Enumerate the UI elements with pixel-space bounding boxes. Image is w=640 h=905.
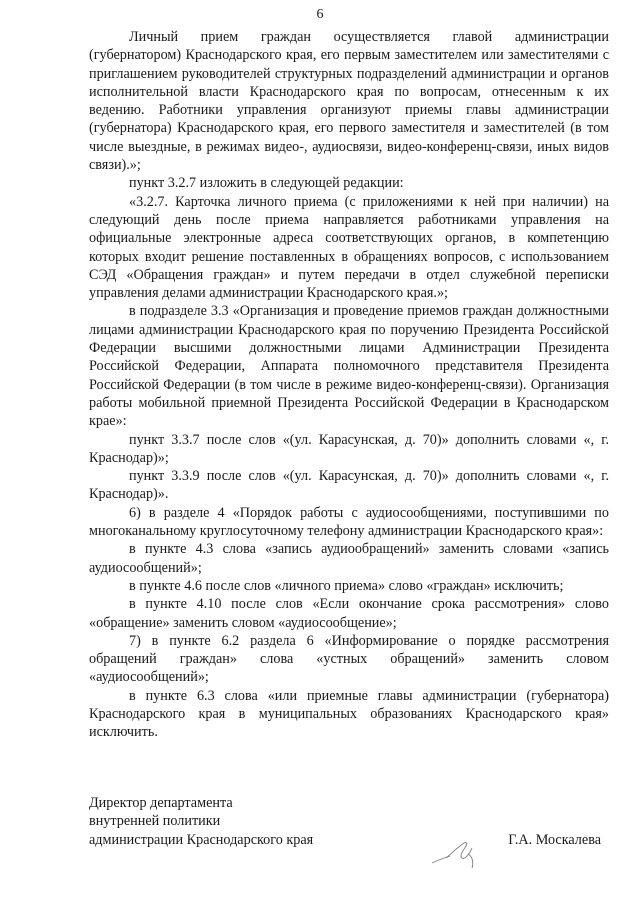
paragraph-item-3-2-7-intro: пункт 3.2.7 изложить в следующей редакции: [129, 175, 404, 192]
paragraph-item-4-3: в пункте 4.3 слова «запись аудиообращений» заменить словами «запись аудиосообщений»; [89, 541, 609, 576]
paragraph-section-4: 6) в разделе 4 «Порядок работы с аудиосообщениями, поступившими по многоканальному круглосуточному телефону администрации Краснодарского края»: [89, 504, 609, 540]
signature-block [89, 794, 609, 849]
handwritten-signature [428, 836, 488, 870]
paragraph-item-6-2: 7) в пункте 6.2 раздела 6 «Информирование о порядке рассмотрения обращений граждан» слова «устных обращений» заменить словом «аудиосообщений»; [89, 632, 609, 686]
paragraph-item-6-3: в пункте 6.3 слова «или приемные главы администрации (губернатора) Краснодарского края в муниципальных образованиях Краснодарского края» исключить. [89, 687, 609, 741]
paragraph-item-3-3-9: пункт 3.3.9 после слов «(ул. Карасунская, д. 70)» дополнить словами «, г. Краснодар)». [89, 468, 609, 503]
signatory-title-line-3: администрации Краснодарского края [89, 831, 314, 848]
paragraph-item-3-3-7: пункт 3.3.7 после слов «(ул. Карасунская, д. 70)» дополнить словами «, г. Краснодар)»; [89, 431, 609, 466]
document-body [89, 28, 609, 742]
paragraph-item-4-6: в пункте 4.6 после слов «личного приема» слово «граждан» исключить; [129, 577, 564, 594]
signatory-title-line-2: внутренней политики [89, 813, 221, 830]
page-number: 6 [316, 7, 324, 22]
signatory-title-line-1: Директор департамента [89, 795, 233, 811]
signatory-name: Г.А. Москалева [508, 831, 601, 848]
paragraph-item-3-2-7-text: «3.2.7. Карточка личного приема (с приложениями к ней при наличии) на следующий день после приема направляется работниками управления на официальные электронные адреса соответствующих органов, в компетенцию которых входит решение поставленных в обращениях вопросов, с использованием СЭД «Обращения граждан» и путем передачи в отдел служебной переписки управления делами администрации Краснодарского края.»; [89, 193, 609, 302]
paragraph-subsection-3-3: в подразделе 3.3 «Организация и проведение приемов граждан должностными лицами администрации Краснодарского края по поручению Президента Российской Федерации высшими должностными лицами Администрации Президента Российской Федерации, Аппарата полномочного представителя Президента Российской Федерации (в том числе в режиме видео-конференц-связи). Организация работы мобильной приемной Президента Российской Федерации в Краснодарском крае»: [89, 303, 609, 430]
paragraph-item-4-10: в пункте 4.10 после слов «Если окончание срока рассмотрения» слово «обращение» заменить словом «аудиосообщение»; [89, 596, 609, 631]
paragraph-personal-reception: Личный прием граждан осуществляется главой администрации (губернатором) Краснодарского края, его первым заместителем или заместителями с приглашением руководителей структурных подразделений администрации и органов исполнительной власти Краснодарского края по вопросам, отнесенным к их ведению. Работники управления организуют приемы главы администрации (губернатора) Краснодарского края, его первого заместителя и заместителей (в том числе выездные, в режимах видео-, аудиосвязи, видео-конференц-связи, иных видов связи).»; [89, 29, 609, 174]
